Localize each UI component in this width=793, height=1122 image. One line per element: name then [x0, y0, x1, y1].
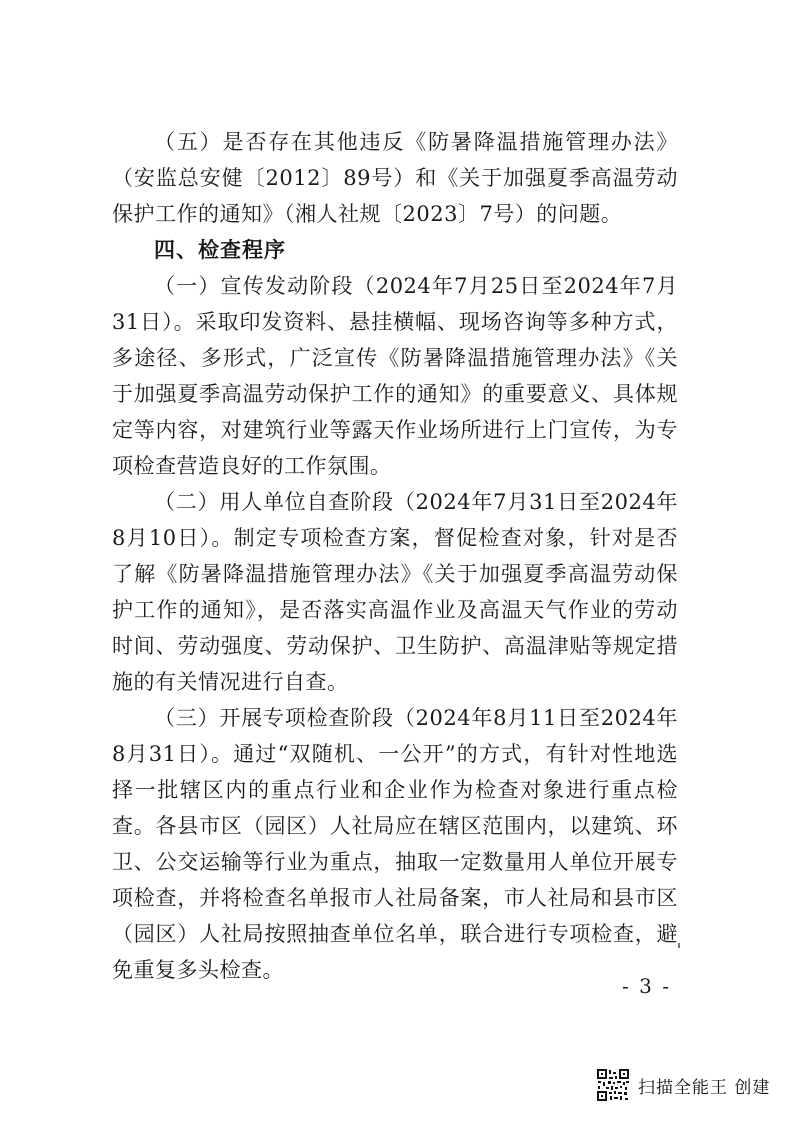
paragraph-item-five: （五）是否存在其他违反《防暑降温措施管理办法》（安监总安健〔2012〕89号）和《关于加强夏季高温劳动保护工作的通知》（湘人社规〔2023〕7号）的问题。: [112, 130, 678, 226]
scan-speck: [678, 943, 680, 948]
paragraph-stage-self-inspection: （二）用人单位自查阶段（2024年7月31日至2024年8月10日）。制定专项检查方案，督促检查对象，针对是否了解《防暑降温措施管理办法》《关于加强夏季高温劳动保护工作的通知》，是否落实高温作业及高温天气作业的劳动时间、劳动强度、劳动保护、卫生防护、高温津贴等规定措施的有关情况进行自查。: [112, 490, 678, 694]
qr-code-icon: [596, 1068, 630, 1102]
page-number: - 3 -: [622, 974, 671, 998]
paragraph-stage-special-inspection: （三）开展专项检查阶段（2024年8月11日至2024年8月31日）。通过“双随机、一公开”的方式，有针对性地选择一批辖区内的重点行业和企业作为检查对象进行重点检查。各县市区（园区）人社局应在辖区范围内，以建筑、环卫、公交运输等行业为重点，抽取一定数量用人单位开展专项检查，并将检查名单报市人社局备案，市人社局和县市区（园区）人社局按照抽查单位名单，联合进行专项检查，避免重复多头检查。: [112, 706, 678, 982]
section-heading-inspection-procedure: 四、检查程序: [154, 238, 286, 262]
paragraph-stage-publicity: （一）宣传发动阶段（2024年7月25日至2024年7月31日）。采取印发资料、悬挂横幅、现场咨询等多种方式，多途径、多形式，广泛宣传《防暑降温措施管理办法》《关于加强夏季高温劳动保护工作的通知》的重要意义、具体规定等内容，对建筑行业等露天作业场所进行上门宣传，为专项检查营造良好的工作氛围。: [112, 274, 678, 478]
document-body: [112, 124, 678, 988]
watermark-label: 扫描全能王 创建: [638, 1077, 771, 1098]
scanner-watermark: [596, 1065, 770, 1105]
